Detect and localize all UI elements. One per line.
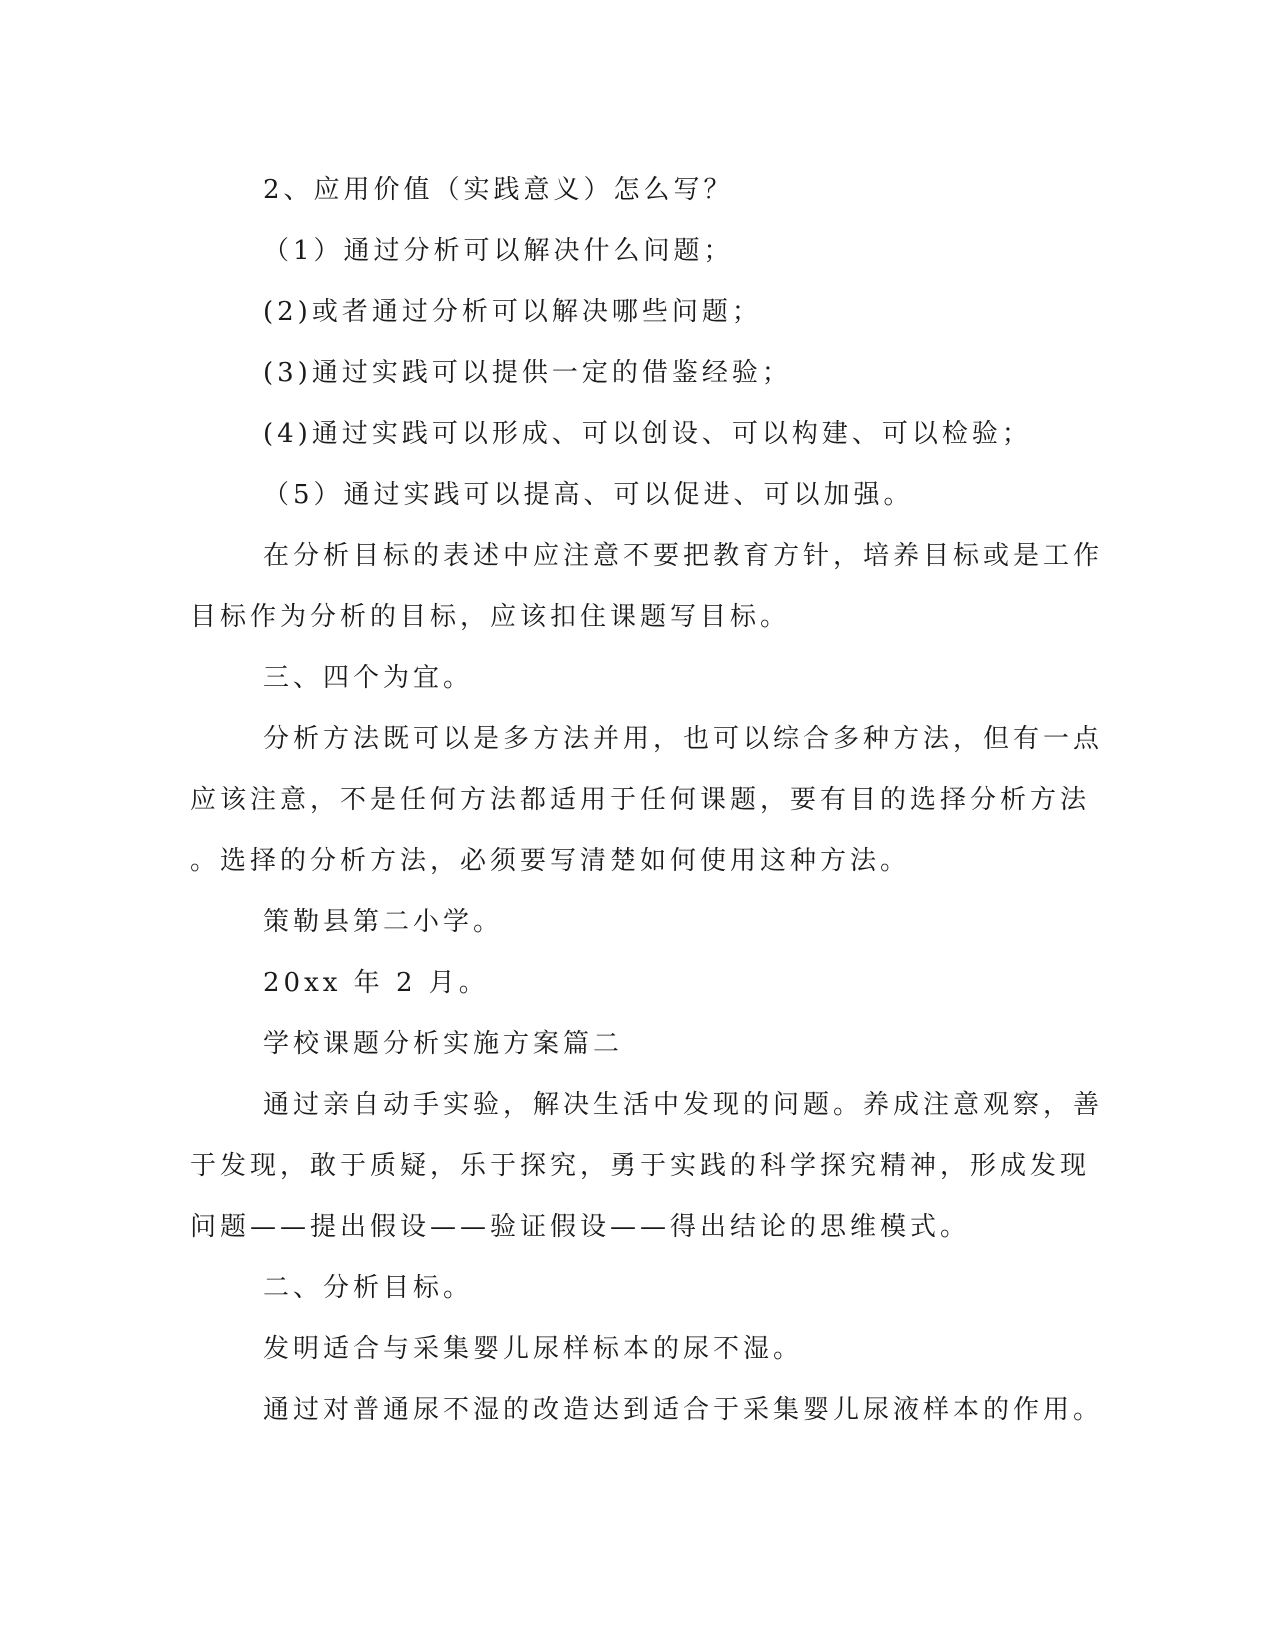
- school-name: 策勒县第二小学。: [263, 907, 504, 937]
- list-item-1: （1）通过分析可以解决什么问题；: [263, 236, 734, 266]
- paragraph-line: 问题——提出假设——验证假设——得出结论的思维模式。: [190, 1212, 971, 1242]
- list-item-4: (4)通过实践可以形成、可以创设、可以构建、可以检验；: [263, 419, 1032, 449]
- paragraph-line: 通过对普通尿不湿的改造达到适合于采集婴儿尿液样本的作用。: [263, 1395, 1104, 1425]
- document-body: [190, 160, 1104, 1441]
- section-title: 学校课题分析实施方案篇二: [263, 1029, 624, 1059]
- paragraph-line: 在分析目标的表述中应注意不要把教育方针，培养目标或是工作: [263, 541, 1104, 571]
- paragraph-line: 通过亲自动手实验，解决生活中发现的问题。养成注意观察，善: [263, 1090, 1104, 1120]
- paragraph-line: 发明适合与采集婴儿尿样标本的尿不湿。: [263, 1334, 804, 1364]
- paragraph-line: 三、四个为宜。: [263, 663, 474, 693]
- section-heading-analysis-goals: 二、分析目标。: [263, 1273, 474, 1303]
- list-item-5: （5）通过实践可以提高、可以促进、可以加强。: [263, 480, 914, 510]
- list-item-2: (2)或者通过分析可以解决哪些问题；: [263, 297, 762, 327]
- list-item-3: (3)通过实践可以提供一定的借鉴经验；: [263, 358, 792, 388]
- paragraph-line: 分析方法既可以是多方法并用，也可以综合多种方法，但有一点: [263, 724, 1104, 754]
- paragraph-line: 。选择的分析方法，必须要写清楚如何使用这种方法。: [190, 846, 911, 876]
- paragraph-line: 于发现，敢于质疑，乐于探究，勇于实践的科学探究精神，形成发现: [190, 1151, 1091, 1181]
- paragraph-line: 应该注意，不是任何方法都适用于任何课题，要有目的选择分析方法: [190, 785, 1091, 815]
- section-heading-application-value: 2、应用价值（实践意义）怎么写？: [263, 175, 734, 205]
- paragraph-line: 目标作为分析的目标，应该扣住课题写目标。: [190, 602, 791, 632]
- document-date: 20xx 年 2 月。: [263, 968, 489, 998]
